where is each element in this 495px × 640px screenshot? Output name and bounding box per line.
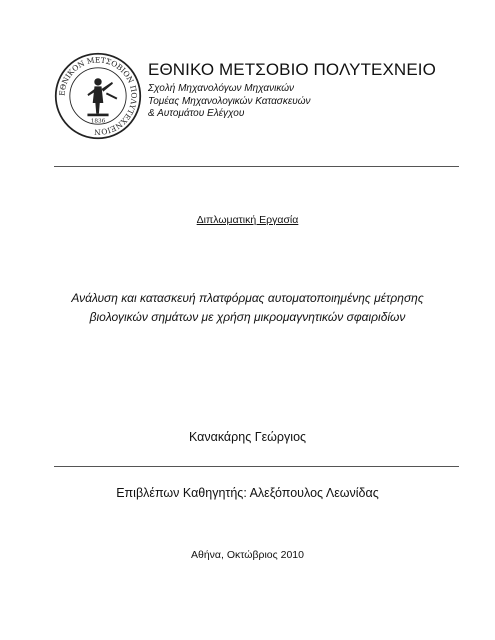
seal-year: 1836 bbox=[90, 118, 106, 125]
lab-name: & Αυτομάτου Ελέγχου bbox=[148, 108, 245, 119]
thesis-title-line-2: βιολογικών σημάτων με χρήση μικρομαγνητικών σφαιριδίων bbox=[89, 310, 406, 324]
supervisor: Επιβλέπων Καθηγητής: Αλεξόπουλος Λεωνίδας bbox=[116, 486, 379, 500]
institution-name: ΕΘΝΙΚΟ ΜΕΤΣΟΒΙΟ ΠΟΛΥΤΕΧΝΕΙΟ bbox=[148, 60, 436, 79]
seal-ring-text: ΕΘΝΙΚΟΝ ΜΕΤΣΟΒΙΟΝ ΠΟΛΥΤΕΧΝΕΙΟΝ bbox=[57, 55, 139, 137]
date-place: Αθήνα, Οκτώβριος 2010 bbox=[191, 549, 304, 561]
top-divider bbox=[54, 166, 459, 167]
school-name: Σχολή Μηχανολόγων Μηχανικών bbox=[148, 83, 295, 94]
ntua-seal-icon bbox=[54, 52, 142, 140]
department-name: Τομέας Μηχανολογικών Κατασκευών bbox=[148, 95, 311, 107]
thesis-title-line-1: Ανάλυση και κατασκευή πλατφόρμας αυτοματοποιημένης μέτρησης bbox=[71, 291, 424, 305]
document-type: Διπλωματική Εργασία bbox=[196, 214, 299, 226]
thesis-title bbox=[0, 289, 495, 327]
bottom-divider bbox=[54, 466, 459, 467]
author-name: Κανακάρης Γεώργιος bbox=[188, 430, 307, 444]
institution-header bbox=[148, 60, 448, 121]
